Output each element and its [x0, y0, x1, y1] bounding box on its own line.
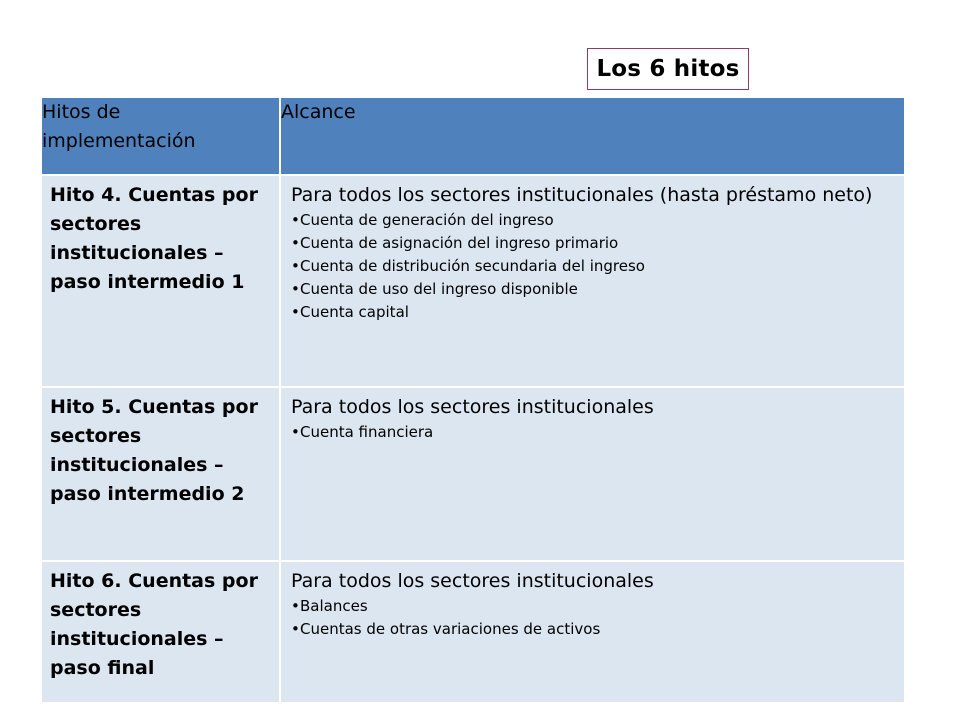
- list-item: • Cuenta de uso del ingreso disponible: [291, 278, 894, 301]
- hito-cell: Hito 6. Cuentas por sectores institucionales – paso final: [41, 561, 280, 703]
- list-item: • Cuentas de otras variaciones de activos: [291, 618, 894, 641]
- alcance-text: Para todos los sectores institucionales: [291, 396, 654, 418]
- list-item: • Cuenta capital: [291, 301, 894, 324]
- table-header-row: [41, 97, 905, 175]
- alcance-cell: [280, 561, 905, 703]
- alcance-text: Para todos los sectores institucionales (hasta préstamo neto): [291, 184, 873, 206]
- list-item: • Cuenta de generación del ingreso: [291, 209, 894, 232]
- milestones-table: [40, 96, 906, 704]
- list-item: • Cuenta financiera: [291, 421, 894, 444]
- alcance-list: [291, 421, 894, 444]
- table-row: [41, 561, 905, 703]
- list-item: • Balances: [291, 595, 894, 618]
- hito-cell: Hito 4. Cuentas por sectores institucionales – paso intermedio 1: [41, 175, 280, 387]
- alcance-list: [291, 595, 894, 641]
- header-alcance: Alcance: [280, 97, 905, 175]
- table-row: [41, 387, 905, 561]
- table-row: [41, 175, 905, 387]
- alcance-cell: [280, 387, 905, 561]
- page-title: Los 6 hitos: [587, 48, 749, 90]
- alcance-cell: [280, 175, 905, 387]
- alcance-text: Para todos los sectores institucionales: [291, 570, 654, 592]
- list-item: • Cuenta de asignación del ingreso primario: [291, 232, 894, 255]
- list-item: • Cuenta de distribución secundaria del ingreso: [291, 255, 894, 278]
- header-hitos: Hitos de implementación: [41, 97, 280, 175]
- alcance-list: [291, 209, 894, 324]
- hito-cell: Hito 5. Cuentas por sectores institucionales – paso intermedio 2: [41, 387, 280, 561]
